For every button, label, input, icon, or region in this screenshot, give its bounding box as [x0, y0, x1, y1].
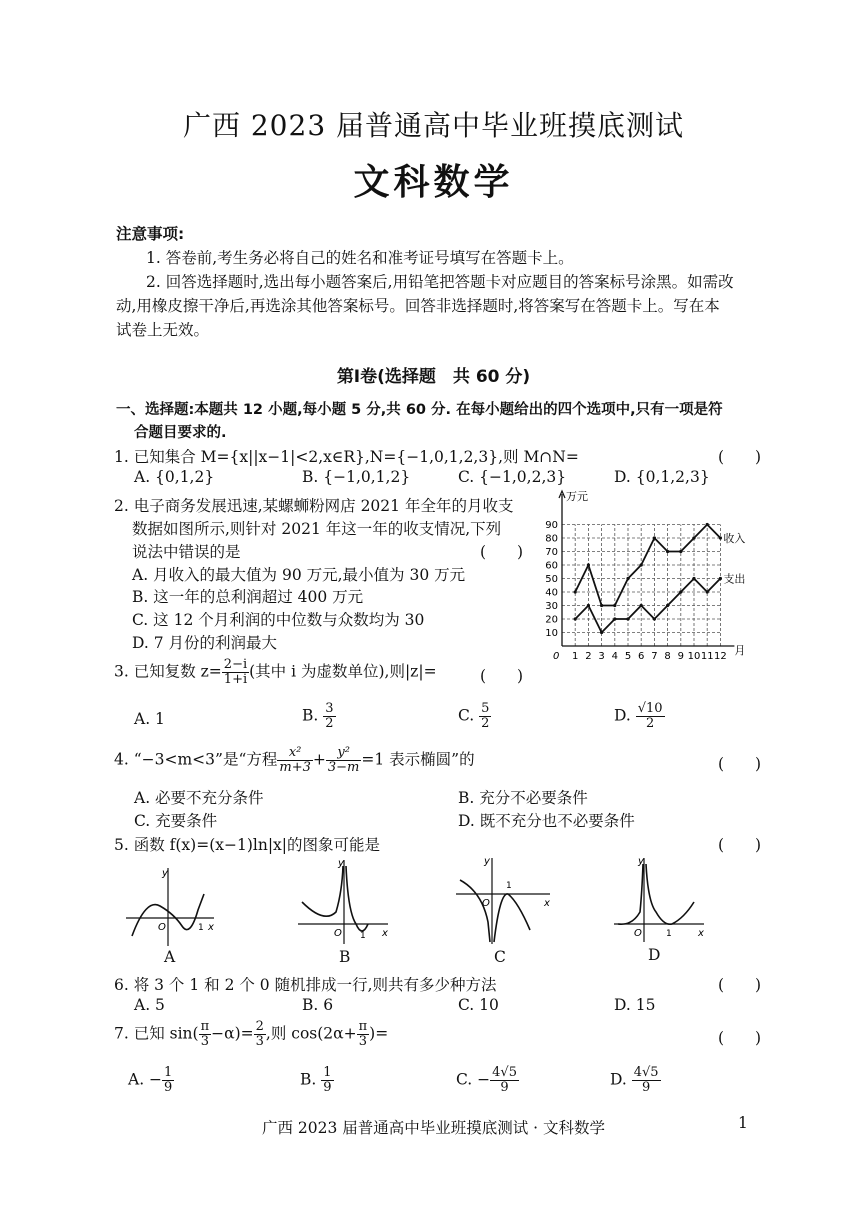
notice-item-2-line1: 2. 回答选择题时,选出每小题答案后,用铅笔把答题卡对应题目的答案标号涂黑。如需改 — [146, 273, 734, 291]
q2-stem-line2: 数据如图所示,则针对 2021 年这一年的收支情况,下列 — [132, 520, 502, 538]
q7-value-frac — [254, 1020, 266, 1049]
q7-option-a-den: 9 — [164, 1080, 173, 1095]
page-number: 1 — [738, 1114, 748, 1132]
q7-pi3-b-num: π — [358, 1019, 368, 1034]
chart-point-2 — [574, 617, 577, 620]
q4-option-b: B. 充分不必要条件 — [458, 789, 588, 807]
q7-option-c-num: 4√5 — [492, 1065, 517, 1080]
chart-series-label-2: 支出 — [723, 572, 746, 586]
chart-point-2 — [666, 604, 669, 607]
q4-fraction-1 — [277, 746, 313, 775]
q3-option-d-label: D. — [614, 706, 631, 725]
chart-x-tick-label: 3 — [598, 651, 605, 662]
chart-x-tick-label: 8 — [664, 651, 671, 662]
q1-option-c: C. {−1,0,2,3} — [458, 468, 567, 486]
q5-c-x-label: x — [544, 898, 550, 909]
q5-c-one: 1 — [506, 881, 512, 891]
q7-option-a-num: 1 — [164, 1065, 173, 1080]
q5-a-y-label: y — [162, 868, 168, 879]
notice-item-1: 1. 答卷前,考生务必将自己的姓名和准考证号填写在答题卡上。 — [146, 249, 574, 267]
q3-option-c-num: 5 — [481, 701, 490, 716]
q5-b-one: 1 — [360, 931, 366, 941]
q4-f1-den: m+3 — [279, 760, 311, 775]
q3-option-d-den: 2 — [646, 716, 655, 731]
chart-point-2 — [587, 604, 590, 607]
income-expense-chart — [540, 486, 775, 668]
chart-point-1 — [666, 550, 669, 553]
notice-item-2-line3: 试卷上无效。 — [116, 321, 210, 339]
q2-option-d: D. 7 月份的利润最大 — [132, 634, 278, 652]
q6-option-b: B. 6 — [302, 996, 334, 1014]
q4-option-a: A. 必要不充分条件 — [134, 789, 264, 807]
q5-a-x-label: x — [208, 922, 214, 933]
q7-option-b-frac — [321, 1066, 333, 1095]
q5-d-y-label: y — [638, 856, 644, 867]
q3-option-c — [458, 702, 491, 731]
chart-point-1 — [600, 604, 603, 607]
q3-fraction-den: 1+i — [223, 672, 248, 687]
q7-option-c-frac — [490, 1066, 519, 1095]
chart-x-tick-label: 2 — [585, 651, 592, 662]
q7-option-d-label: D. — [610, 1070, 627, 1089]
page-footer: 广西 2023 届普通高中毕业班摸底测试 · 文科数学 — [261, 1119, 606, 1137]
q5-c-origin: O — [482, 898, 490, 909]
q5-graph-a — [120, 858, 220, 950]
q3-option-b — [302, 702, 336, 731]
part-title: 第Ⅰ卷(选择题 共 60 分) — [336, 367, 531, 387]
q3-fraction — [222, 658, 249, 687]
chart-point-2 — [613, 617, 616, 620]
q7-option-b-den: 9 — [323, 1080, 332, 1095]
q7-value-num: 2 — [255, 1019, 264, 1034]
q7-option-d-num: 4√5 — [633, 1065, 659, 1080]
q7-option-b-label: B. — [300, 1070, 317, 1089]
q3-option-c-den: 2 — [481, 716, 490, 731]
chart-point-2 — [706, 590, 709, 593]
q5-graph-d — [610, 852, 710, 944]
chart-y-label: 万元 — [566, 490, 588, 503]
q6-option-a: A. 5 — [134, 996, 165, 1014]
q7-pi3-a — [199, 1020, 212, 1049]
chart-x-tick-label: 4 — [611, 651, 618, 662]
q5-label-b: B — [339, 948, 351, 966]
chart-point-2 — [719, 577, 722, 580]
q5-graph-b — [294, 852, 394, 948]
q3-answer-blank: ( ) — [480, 667, 524, 685]
q7-option-d-frac — [632, 1066, 661, 1095]
q5-d-x-label: x — [698, 928, 704, 939]
chart-x-tick-label: 1 — [572, 651, 579, 662]
q7-option-c-den: 9 — [500, 1080, 509, 1095]
q3-option-d-num: √10 — [637, 701, 663, 716]
q4-stem — [114, 746, 475, 775]
q5-a-one: 1 — [198, 923, 204, 933]
chart-point-2 — [692, 577, 695, 580]
q2-option-a: A. 月收入的最大值为 90 万元,最小值为 30 万元 — [132, 566, 466, 584]
q1-option-b: B. {−1,0,1,2} — [302, 468, 411, 486]
chart-point-1 — [679, 550, 682, 553]
q5-label-d: D — [648, 946, 661, 964]
q5-d-one: 1 — [666, 929, 672, 939]
chart-y-tick-label: 10 — [545, 628, 558, 639]
q3-option-b-label: B. — [302, 706, 319, 725]
chart-point-1 — [706, 523, 709, 526]
q7-option-a — [128, 1066, 174, 1095]
q2-option-c: C. 这 12 个月利润的中位数与众数均为 30 — [132, 611, 425, 629]
chart-x-tick-label: 5 — [624, 651, 632, 662]
q3-option-d — [614, 702, 665, 731]
q3-option-b-den: 2 — [325, 716, 334, 731]
chart-point-1 — [653, 536, 656, 539]
q7-stem-d: )= — [369, 1024, 389, 1043]
q7-option-a-label: A. − — [128, 1070, 163, 1089]
q7-option-b-num: 1 — [323, 1065, 332, 1080]
q6-option-c: C. 10 — [458, 996, 499, 1014]
chart-x-tick-label: 7 — [651, 651, 658, 662]
chart-point-1 — [640, 563, 643, 566]
chart-y-tick-label: 60 — [545, 560, 558, 572]
section-instructions-line1: 一、选择题:本题共 12 小题,每小题 5 分,共 60 分. 在每小题给出的四个选项中,只有一项是符 — [116, 402, 723, 418]
q7-stem-c: ,则 cos(2α+ — [265, 1024, 357, 1043]
notice-heading: 注意事项: — [116, 225, 185, 243]
q4-answer-blank: ( ) — [718, 755, 762, 773]
q5-stem: 5. 函数 f(x)=(x−1)ln|x|的图象可能是 — [114, 836, 381, 854]
chart-y-tick-label: 20 — [545, 614, 558, 626]
q5-b-y-label: y — [338, 858, 344, 869]
q3-option-a: A. 1 — [134, 710, 165, 728]
q7-value-den: 3 — [255, 1034, 264, 1049]
chart-point-1 — [626, 577, 629, 580]
q6-answer-blank: ( ) — [718, 976, 762, 994]
q4-option-d: D. 既不充分也不必要条件 — [458, 812, 635, 830]
chart-point-2 — [679, 590, 682, 593]
q5-label-c: C — [494, 948, 506, 966]
q4-f2-den: 3−m — [327, 760, 360, 775]
q7-pi3-b — [357, 1020, 370, 1049]
q7-option-a-frac — [162, 1066, 174, 1095]
q5-b-x-label: x — [382, 928, 388, 939]
chart-point-1 — [692, 536, 695, 539]
q7-pi3-a-den: 3 — [200, 1034, 209, 1049]
q1-option-d: D. {0,1,2,3} — [614, 468, 710, 486]
chart-series-label-1: 收入 — [723, 532, 746, 545]
chart-point-2 — [653, 617, 656, 620]
q1-stem: 1. 已知集合 M={x||x−1|<2,x∈R},N={−1,0,1,2,3},则 M∩N= — [114, 448, 579, 466]
q1-answer-blank: ( ) — [718, 448, 762, 466]
q1-option-a: A. {0,1,2} — [134, 468, 215, 486]
q6-option-d: D. 15 — [614, 996, 656, 1014]
q7-stem-b: −α)= — [211, 1024, 254, 1043]
q3-stem-b: (其中 i 为虚数单位),则|z|= — [249, 662, 437, 681]
exam-title: 广西 2023 届普通高中毕业班摸底测试 — [182, 109, 685, 142]
subject-title: 文科数学 — [353, 162, 514, 203]
q3-fraction-num: 2−i — [223, 657, 248, 672]
q5-graph-c — [452, 852, 556, 948]
chart-x-tick-label: 9 — [677, 651, 684, 662]
q3-option-b-frac — [323, 702, 335, 731]
notice-item-2-line2: 动,用橡皮擦干净后,再选涂其他答案标号。回答非选择题时,将答案写在答题卡上。写在本 — [116, 297, 720, 315]
chart-point-2 — [626, 617, 629, 620]
chart-y-tick-label: 30 — [545, 601, 558, 612]
q4-fraction-2 — [326, 746, 362, 775]
chart-x-tick-label: 12 — [714, 651, 727, 662]
q3-stem-a: 3. 已知复数 z= — [114, 662, 222, 681]
chart-point-1 — [613, 604, 616, 607]
q5-label-a: A — [164, 948, 176, 966]
chart-point-2 — [640, 604, 643, 607]
chart-y-tick-label: 90 — [545, 520, 558, 531]
chart-point-1 — [587, 563, 590, 566]
q4-f2-num: y² — [326, 746, 362, 761]
q5-a-origin: O — [158, 922, 166, 933]
q5-answer-blank: ( ) — [718, 836, 762, 854]
q7-pi3-a-num: π — [200, 1019, 210, 1034]
chart-y-tick-label: 50 — [545, 574, 558, 585]
chart-point-1 — [574, 590, 577, 593]
q7-option-d-den: 9 — [642, 1080, 651, 1095]
chart-point-2 — [600, 631, 603, 634]
q7-option-c — [456, 1066, 519, 1095]
q7-option-b — [300, 1066, 334, 1095]
q2-answer-blank: ( ) — [480, 543, 524, 561]
q7-pi3-b-den: 3 — [358, 1034, 368, 1049]
q3-stem — [114, 658, 437, 687]
section-instructions-line2: 合题目要求的. — [134, 425, 227, 441]
q3-option-d-frac — [636, 702, 665, 731]
q5-d-origin: O — [634, 928, 642, 939]
q5-b-origin: O — [334, 928, 342, 939]
q2-option-b: B. 这一年的总利润超过 400 万元 — [132, 588, 364, 606]
chart-x-tick-label: 10 — [687, 651, 701, 662]
q7-option-d — [610, 1066, 661, 1095]
q7-stem-a: 7. 已知 sin( — [114, 1024, 199, 1043]
q7-stem — [114, 1020, 388, 1049]
q4-stem-a: 4. “−3<m<3”是“方程 — [114, 750, 278, 769]
chart-point-1 — [719, 536, 722, 539]
q2-stem-line3: 说法中错误的是 — [132, 543, 241, 561]
chart-origin-label: 0 — [553, 651, 560, 662]
q2-stem-line1: 2. 电子商务发展迅速,某螺蛳粉网店 2021 年全年的月收支 — [114, 497, 514, 515]
chart-x-label: 月 — [734, 644, 746, 657]
q3-option-c-frac — [479, 702, 491, 731]
chart-y-tick-label: 80 — [545, 533, 558, 545]
chart-y-tick-label: 70 — [545, 547, 558, 558]
q3-option-b-num: 3 — [325, 701, 334, 716]
q4-plus: + — [312, 750, 326, 769]
q5-c-y-label: y — [484, 856, 490, 867]
q4-stem-b: =1 表示椭圆”的 — [361, 750, 475, 769]
chart-x-tick-label: 6 — [638, 651, 645, 662]
q7-answer-blank: ( ) — [718, 1029, 762, 1047]
q4-option-c: C. 充要条件 — [134, 812, 218, 830]
q3-option-c-label: C. — [458, 706, 475, 725]
q6-stem: 6. 将 3 个 1 和 2 个 0 随机排成一行,则共有多少种方法 — [114, 976, 497, 994]
chart-y-tick-label: 40 — [545, 587, 558, 599]
q7-option-c-label: C. − — [456, 1070, 491, 1089]
chart-x-tick-label: 11 — [700, 651, 714, 662]
q4-f1-num: x² — [277, 746, 313, 761]
